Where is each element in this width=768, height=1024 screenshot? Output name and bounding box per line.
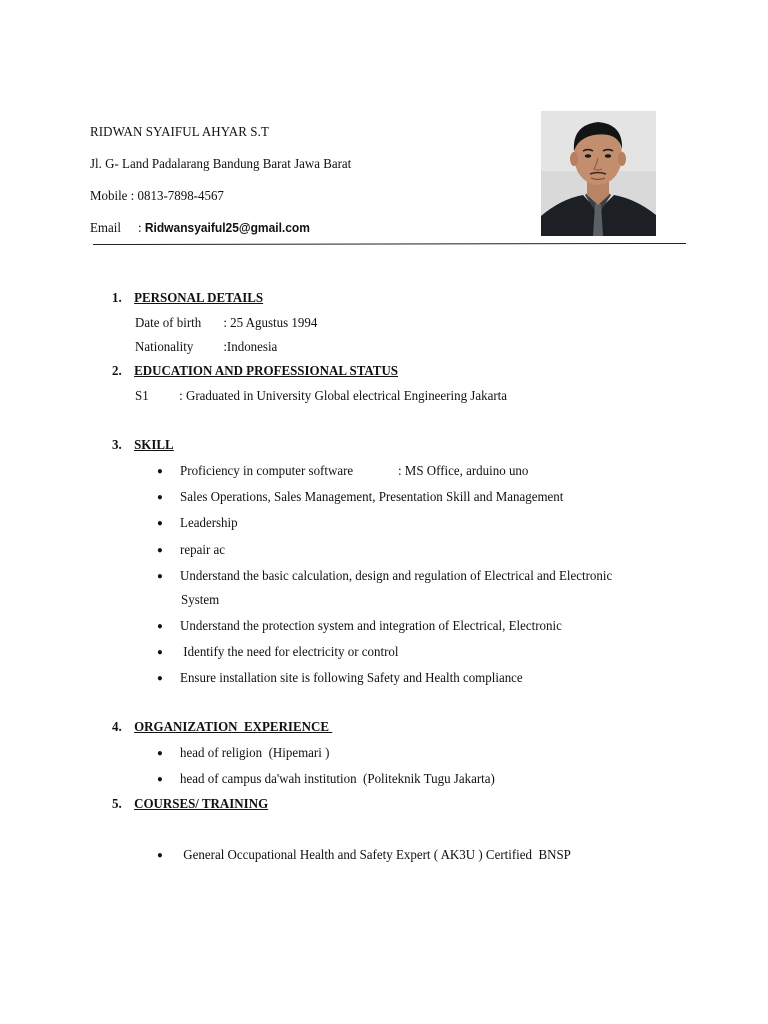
- skill-text: Proficiency in computer software: [180, 463, 354, 478]
- skill-text: Sales Operations, Sales Management, Presentation Skill and Management: [180, 489, 564, 504]
- bullet-icon: ●: [157, 518, 163, 529]
- skill-text: Leadership: [180, 515, 238, 530]
- section-number: 5.: [112, 796, 122, 811]
- s1-label: S1: [135, 388, 149, 403]
- bullet-icon: ●: [157, 748, 163, 759]
- email-address: Ridwansyaiful25@gmail.com: [144, 221, 310, 235]
- address: Jl. G- Land Padalarang Bandung Barat Jawa Barat: [90, 156, 352, 171]
- dob-row: [135, 315, 317, 331]
- section-title: COURSES/ TRAINING: [134, 796, 269, 811]
- bullet-icon: ●: [157, 621, 163, 632]
- section-title: SKILL: [134, 437, 174, 452]
- course-text: General Occupational Health and Safety Expert ( AK3U ) Certified BNSP: [180, 847, 571, 862]
- section-number: 3.: [112, 437, 122, 452]
- section-organization-experience: [112, 719, 332, 735]
- profile-photo: [541, 111, 656, 236]
- nationality-row: [135, 339, 277, 355]
- section-personal-details: [112, 290, 263, 306]
- email-label: Email: [90, 220, 121, 235]
- bullet-icon: ●: [157, 774, 163, 785]
- section-skill: [112, 437, 174, 453]
- section-title: EDUCATION AND PROFESSIONAL STATUS: [134, 363, 399, 378]
- section-number: 2.: [112, 363, 122, 378]
- skill-text: repair ac: [180, 542, 226, 557]
- bullet-icon: ●: [157, 466, 163, 477]
- section-title: ORGANIZATION EXPERIENCE: [134, 719, 333, 734]
- skill-text-continued: System: [181, 592, 220, 607]
- dob-value: : 25 Agustus 1994: [223, 315, 318, 330]
- skill-text: Identify the need for electricity or control: [180, 644, 399, 659]
- skill-item: [157, 489, 563, 505]
- organization-text: head of campus da'wah institution (Politeknik Tugu Jakarta): [180, 771, 495, 786]
- section-courses-training: [112, 796, 268, 812]
- skill-item: [157, 670, 523, 686]
- skill-item: [157, 542, 225, 558]
- bullet-icon: ●: [157, 545, 163, 556]
- section-number: 1.: [112, 290, 122, 305]
- bullet-icon: ●: [157, 850, 163, 861]
- skill-text: Understand the protection system and integration of Electrical, Electronic: [180, 618, 562, 633]
- s1-value: : Graduated in University Global electrical Engineering Jakarta: [179, 388, 507, 403]
- education-s1-row: [135, 388, 507, 404]
- bullet-icon: ●: [157, 647, 163, 658]
- bullet-icon: ●: [157, 673, 163, 684]
- skill-item: [157, 515, 238, 531]
- mobile-number: Mobile : 0813-7898-4567: [90, 188, 224, 203]
- skill-item: [157, 568, 612, 584]
- candidate-name: RIDWAN SYAIFUL AHYAR S.T: [90, 124, 269, 139]
- section-title: PERSONAL DETAILS: [134, 290, 264, 305]
- section-education: [112, 363, 398, 379]
- nationality-label: Nationality: [135, 339, 194, 354]
- skill-item: [157, 463, 528, 479]
- skill-item: [157, 618, 562, 634]
- skill-detail: : MS Office, arduino uno: [397, 463, 529, 478]
- course-item: [157, 847, 571, 863]
- dob-label: Date of birth: [135, 315, 202, 330]
- profile-photo-image: [541, 111, 656, 236]
- skill-item: [157, 644, 398, 660]
- section-number: 4.: [112, 719, 122, 734]
- organization-item: [157, 771, 495, 787]
- header-divider: [93, 243, 686, 245]
- organization-text: head of religion (Hipemari ): [180, 745, 330, 760]
- bullet-icon: ●: [157, 571, 163, 582]
- email-separator: :: [138, 220, 145, 235]
- skill-text: Understand the basic calculation, design and regulation of Electrical and Electronic: [180, 568, 613, 583]
- bullet-icon: ●: [157, 492, 163, 503]
- email-line: [90, 220, 310, 236]
- organization-item: [157, 745, 329, 761]
- skill-text: Ensure installation site is following Safety and Health compliance: [180, 670, 523, 685]
- nationality-value: :Indonesia: [223, 339, 278, 354]
